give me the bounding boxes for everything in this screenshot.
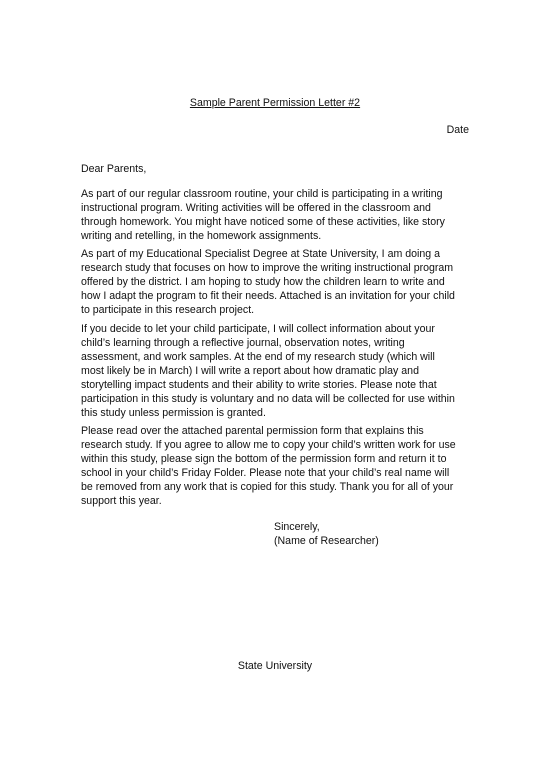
paragraph-line: within this study, please sign the bottom of the permission form and return it to — [81, 453, 447, 465]
paragraph-line: through homework. You might have noticed some of these activities, like story — [81, 216, 445, 228]
closing-text: Sincerely, — [274, 521, 320, 533]
paragraph-2 — [81, 247, 476, 317]
footer-institution: State University — [237, 660, 313, 672]
paragraph-1 — [81, 187, 476, 243]
paragraph-line: writing and retelling, in the homework assignments. — [81, 230, 322, 242]
letter-title: Sample Parent Permission Letter #2 — [189, 97, 361, 109]
paragraph-line: school in your child’s Friday Folder. Please note that your child’s real name will — [81, 467, 450, 479]
paragraph-line: research study that focuses on how to improve the writing instructional program — [81, 262, 454, 274]
paragraph-line: to participate in this research project. — [81, 304, 255, 316]
signature-placeholder: (Name of Researcher) — [274, 535, 379, 547]
paragraph-line: most likely be in March) I will write a report about how dramatic play and — [81, 365, 419, 377]
paragraph-line: be removed from any work that is copied for this study. Thank you for all of your — [81, 481, 454, 493]
paragraph-line: storytelling impact students and their ability to write stories. Please note that — [81, 379, 437, 391]
paragraph-line: this study unless permission is granted. — [81, 407, 266, 419]
paragraph-line: If you decide to let your child participate, I will collect information about your — [81, 323, 435, 335]
paragraph-line: support this year. — [81, 495, 162, 507]
paragraph-line: instructional program. Writing activities will be offered in the classroom and — [81, 202, 431, 214]
paragraph-line: participation in this study is voluntary and no data will be collected for use within — [81, 393, 455, 405]
paragraph-line: how I adapt the program to fit their needs. Attached is an invitation for your child — [81, 290, 455, 302]
paragraph-line: As part of our regular classroom routine, your child is participating in a writing — [81, 188, 443, 200]
paragraph-line: offered by the district. I am hoping to study how the children learn to write and — [81, 276, 445, 288]
closing-block — [274, 520, 379, 548]
paragraph-4 — [81, 424, 476, 508]
paragraph-3 — [81, 322, 476, 420]
paragraph-line: child’s learning through a reflective journal, observation notes, writing — [81, 337, 405, 349]
paragraph-line: research study. If you agree to allow me to copy your child’s written work for use — [81, 439, 456, 451]
letter-date: Date — [446, 124, 469, 136]
paragraph-line: As part of my Educational Specialist Degree at State University, I am doing a — [81, 248, 440, 260]
salutation: Dear Parents, — [81, 163, 147, 175]
paragraph-line: assessment, and work samples. At the end of my research study (which will — [81, 351, 435, 363]
paragraph-line: Please read over the attached parental permission form that explains this — [81, 425, 424, 437]
